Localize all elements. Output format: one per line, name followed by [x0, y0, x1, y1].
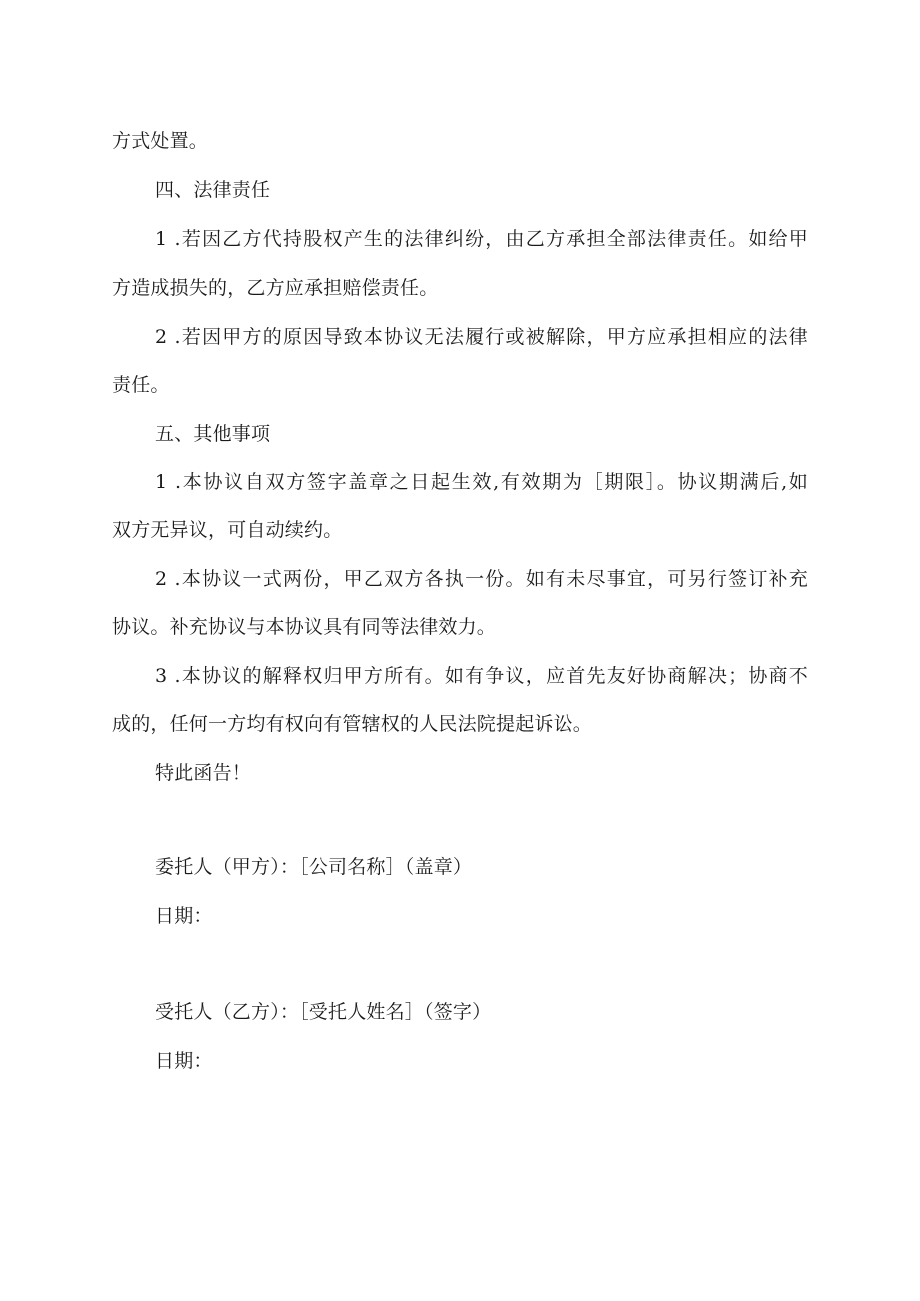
clause-4-1-line-1: 1 .若因乙方代持股权产生的法律纠纷，由乙方承担全部法律责任。如给甲 [155, 228, 808, 250]
section-heading-legal-liability: 四、法律责任 [155, 179, 271, 201]
clause-5-1-line-2: 双方无异议，可自动续约。 [112, 519, 343, 541]
clause-4-2-line-1: 2 .若因甲方的原因导致本协议无法履行或被解除，甲方应承担相应的法律 [155, 326, 808, 348]
principal-date-line: 日期： [155, 905, 213, 927]
agent-date-line: 日期： [155, 1050, 213, 1072]
closing-statement: 特此函告！ [155, 762, 252, 784]
clause-5-2-line-1: 2 .本协议一式两份，甲乙双方各执一份。如有未尽事宜，可另行签订补充 [155, 568, 808, 590]
clause-4-1-line-2: 方造成损失的，乙方应承担赔偿责任。 [112, 277, 439, 299]
agent-signature-line: 受托人（乙方）：［受托人姓名］（签字） [155, 1001, 492, 1023]
clause-5-3-line-1: 3 .本协议的解释权归甲方所有。如有争议，应首先友好协商解决；协商不 [155, 665, 808, 687]
principal-signature-line: 委托人（甲方）：［公司名称］（盖章） [155, 856, 473, 878]
section-heading-other-matters: 五、其他事项 [155, 423, 271, 445]
clause-4-2-line-2: 责任。 [112, 374, 170, 396]
clause-5-2-line-2: 协议。补充协议与本协议具有同等法律效力。 [112, 616, 497, 638]
clause-5-3-line-2: 成的，任何一方均有权向有管辖权的人民法院提起诉讼。 [112, 713, 593, 735]
paragraph-continuation: 方式处置。 [112, 130, 209, 152]
clause-5-1-line-1: 1 .本协议自双方签字盖章之日起生效,有效期为［期限］。协议期满后,如 [155, 471, 808, 493]
